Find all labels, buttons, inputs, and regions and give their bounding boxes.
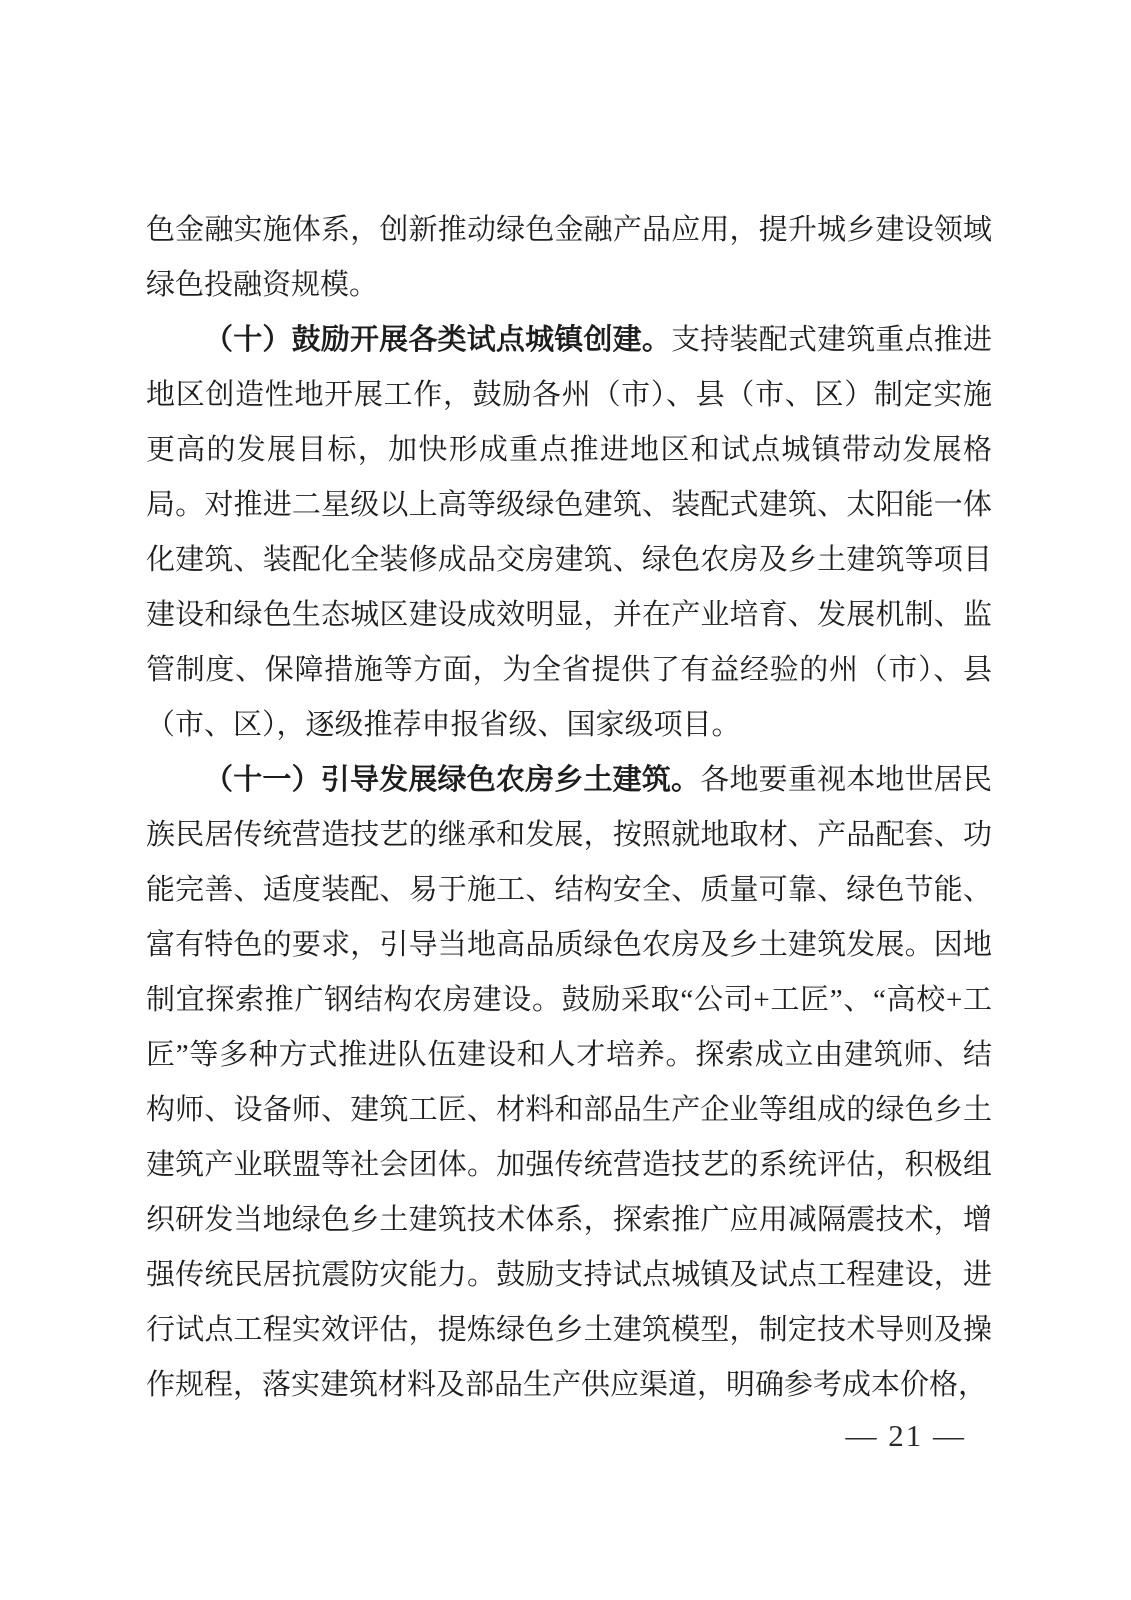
paragraph-text: 各地要重视本地世居民族民居传统营造技艺的继承和发展，按照就地取材、产品配套、功能完善、适度装配、易于施工、结构安全、质量可靠、绿色节能、富有特色的要求，引导当地高品质绿色农房及乡土建筑发展。因地制宜探索推广钢结构农房建设。鼓励采取“公司+工匠”、“高校+工匠”等多种方式推进队伍建设和人才培养。探索成立由建筑师、结构师、设备师、建筑工匠、材料和部品生产企业等组成的绿色乡土建筑产业联盟等社会团体。加强传统营造技艺的系统评估，积极组织研发当地绿色乡土建筑技术体系，探索推广应用减隔震技术，增强传统民居抗震防灾能力。鼓励支持试点城镇及试点工程建设，进行试点工程实效评估，提炼绿色乡土建筑模型，制定技术导则及操作规程，落实建筑材料及部品生产供应渠道，明确参考成本价格， <box>146 764 992 1401</box>
paragraph-text: 支持装配式建筑重点推进地区创造性地开展工作，鼓励各州（市）、县（市、区）制定实施更高的发展目标，加快形成重点推进地区和试点城镇带动发展格局。对推进二星级以上高等级绿色建筑、装配式建筑、太阳能一体化建筑、装配化全装修成品交房建筑、绿色农房及乡土建筑等项目建设和绿色生态城区建设成效明显，并在产业培育、发展机制、监管制度、保障措施等方面，为全省提供了有益经验的州（市）、县（市、区），逐级推荐申报省级、国家级项目。 <box>146 324 992 741</box>
paragraph-heading: （十）鼓励开展各类试点城镇创建。 <box>204 324 672 356</box>
paragraph-item-ten <box>146 313 992 753</box>
paragraph-continuation <box>146 203 992 313</box>
paragraph-text: 色金融实施体系，创新推动绿色金融产品应用，提升城乡建设领域绿色投融资规模。 <box>146 214 992 301</box>
paragraph-item-eleven <box>146 753 992 1413</box>
document-body <box>146 203 992 1413</box>
paragraph-heading: （十一）引导发展绿色农房乡土建筑。 <box>204 764 701 796</box>
page-number: — 21 — <box>845 1418 966 1453</box>
